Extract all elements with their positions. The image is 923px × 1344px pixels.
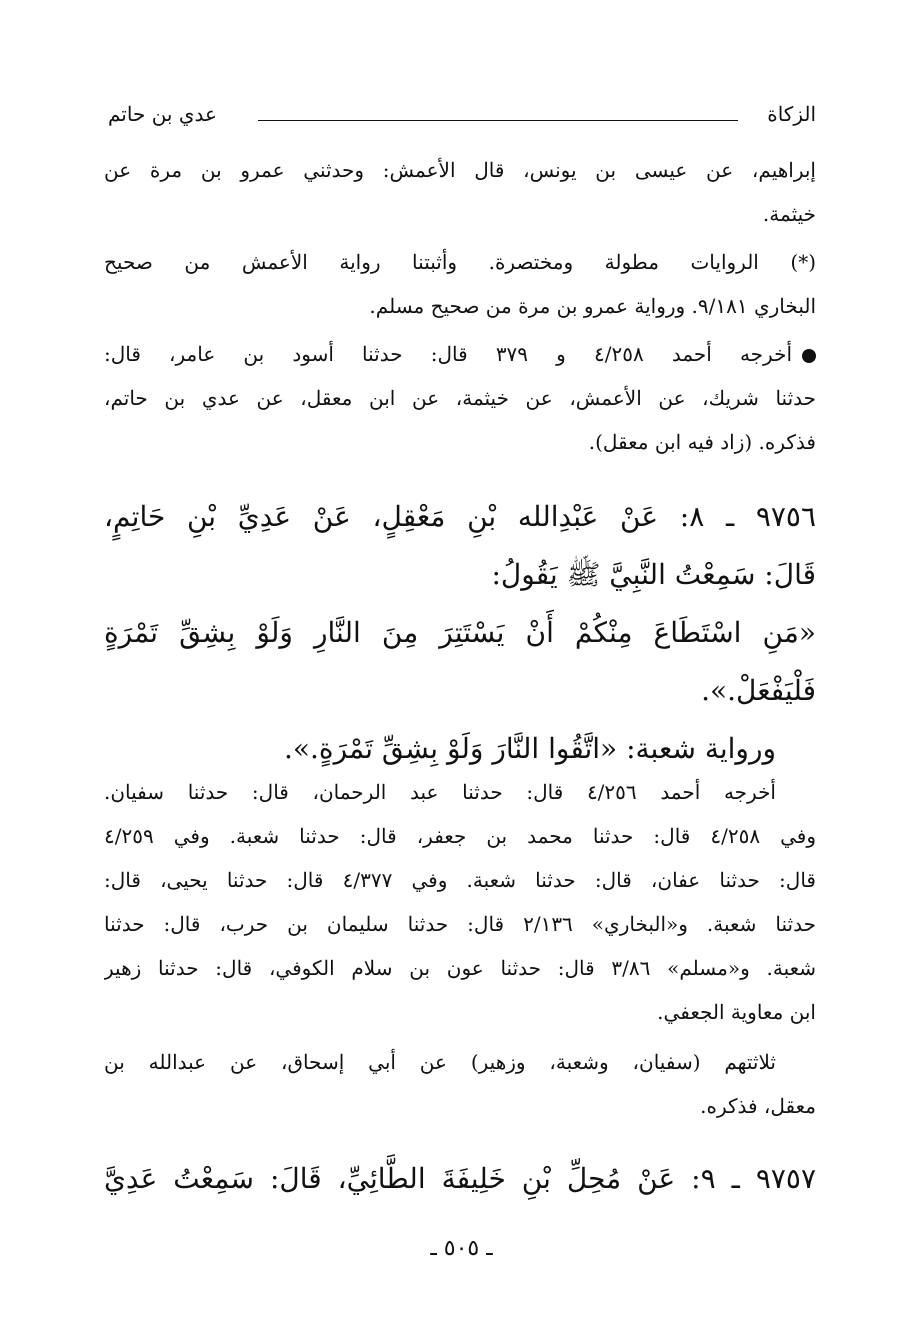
text-line: ثلاثتهم (سفيان، وشعبة، وزهير) عن أبي إسحاق، عن عبدالله بن: [104, 1050, 776, 1074]
hadith-line: ورواية شعبة: «اتَّقُوا النَّارَ وَلَوْ بِشِقِّ تَمْرَةٍ.».: [283, 732, 776, 765]
text-line: خيثمة.: [762, 202, 816, 226]
text-line: شعبة. و«مسلم» ٣/٨٦ قال: حدثنا عون بن سلام الكوفي، قال: حدثنا زهير: [104, 956, 816, 980]
bullet-icon: [802, 349, 816, 363]
paragraph-continuation: [104, 148, 816, 236]
text-line: إبراهيم، عن عيسى بن يونس، قال الأعمش: وحدثني عمرو بن مرة عن: [104, 158, 816, 182]
text-line: ابن معاوية الجعفي.: [657, 1000, 816, 1024]
takhrij-paragraph: [104, 332, 816, 464]
text-line: البخاري ٩/١٨١. ورواية عمرو بن مرة من صحيح مسلم.: [369, 294, 816, 318]
text-line: حدثنا شعبة. و«البخاري» ٢/١٣٦ قال: حدثنا سليمان بن حرب، قال: حدثنا: [104, 912, 816, 936]
text-line: أخرجه أحمد ٤/٢٥٦ قال: حدثنا عبد الرحمان، قال: حدثنا سفيان.: [104, 780, 776, 804]
running-header: [108, 100, 816, 136]
text-line: فذكره. (زاد فيه ابن معقل).: [588, 430, 816, 454]
hadith-9756: [104, 488, 816, 778]
text-line: وفي ٤/٢٥٨ قال: حدثنا محمد بن جعفر، قال: حدثنا شعبة. وفي ٤/٢٥٩: [104, 824, 816, 848]
hadith-line: «مَنِ اسْتَطَاعَ مِنْكُمْ أَنْ يَسْتَتِرَ مِنَ النَّارِ وَلَوْ بِشِقِّ تَمْرَةٍ: [104, 616, 816, 649]
header-rule: [258, 120, 738, 121]
text-line: (*) الروايات مطولة ومختصرة. وأثبتنا رواية الأعمش من صحيح: [104, 250, 816, 274]
hadith-line: فَلْيَفْعَلْ.».: [701, 674, 816, 707]
hadith-9757: [104, 1150, 816, 1208]
chain-paragraph: [104, 1040, 816, 1128]
hadith-line: قَالَ: سَمِعْتُ النَّبِيَّ ﷺ يَقُولُ:: [491, 558, 816, 591]
footnote-paragraph: [104, 240, 816, 328]
text-line: قال: حدثنا عفان، قال: حدثنا شعبة. وفي ٤/٣٧٧ قال: حدثنا يحيى، قال:: [104, 868, 816, 892]
hadith-line: ٩٧٥٧ ـ ٩: عَنْ مُحِلِّ بْنِ خَلِيفَةَ الطَّائِيِّ، قَالَ: سَمِعْتُ عَدِيَّ: [104, 1162, 816, 1195]
page-number: ـ ٥٠٥ ـ: [430, 1236, 493, 1261]
takhrij-paragraph-2: [104, 770, 816, 1034]
text-line: معقل، فذكره.: [700, 1094, 816, 1118]
hadith-line: ٩٧٥٦ ـ ٨: عَنْ عَبْدِالله بْنِ مَعْقِلٍ، عَنْ عَدِيِّ بْنِ حَاتِمٍ،: [104, 500, 816, 533]
header-chapter: الزكاة: [767, 102, 816, 126]
text-line: حدثنا شريك، عن الأعمش، عن خيثمة، عن ابن معقل، عن عدي بن حاتم،: [104, 386, 816, 410]
text-line: أخرجه أحمد ٤/٢٥٨ و ٣٧٩ قال: حدثنا أسود بن عامر، قال:: [104, 332, 816, 376]
header-section: عدي بن حاتم: [108, 102, 217, 126]
